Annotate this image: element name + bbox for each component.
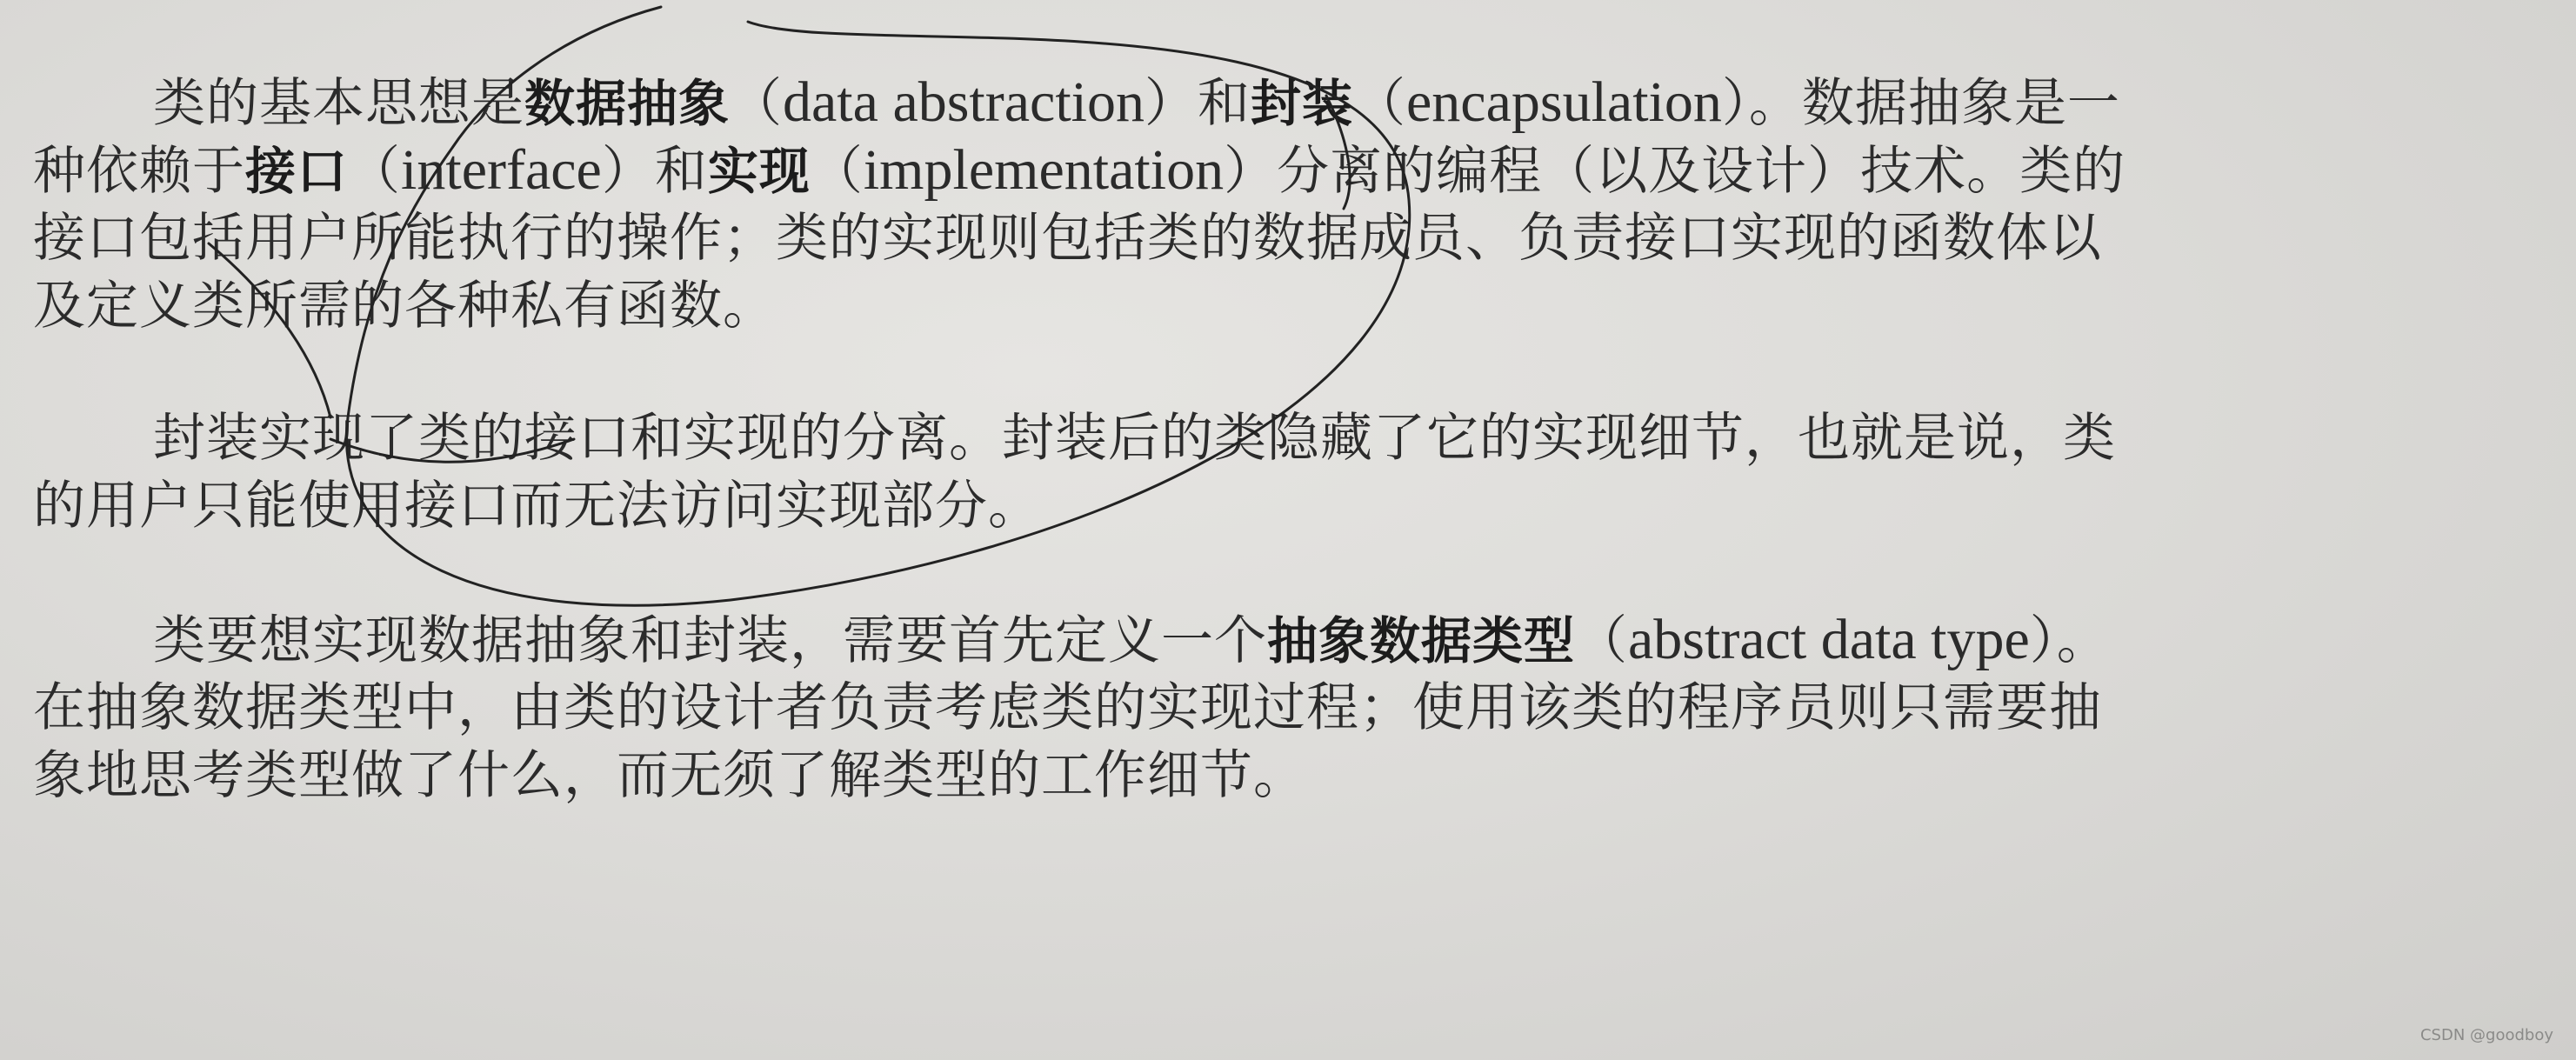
bold-term: 封装 — [1251, 74, 1354, 133]
english-term: data abstraction — [783, 70, 1145, 134]
english-term: implementation — [863, 138, 1225, 202]
bold-term: 实现 — [707, 142, 811, 201]
text-segment: 及定义类所需的各种私有函数。 — [33, 276, 776, 337]
english-term: abstract data type — [1628, 608, 2030, 671]
text-line — [33, 139, 2126, 203]
text-line — [33, 207, 2102, 270]
text-segment: ）和 — [1145, 73, 1251, 134]
text-segment: 种依赖于 — [33, 141, 245, 202]
text-line — [33, 677, 2102, 739]
text-segment: 类的基本思想是 — [153, 73, 524, 134]
text-segment: 接口包括用户所能执行的操作；类的实现则包括类的数据成员、负责接口实现的函数体以 — [33, 208, 2102, 269]
text-segment: 的用户只能使用接口而无法访问实现部分。 — [33, 476, 1041, 537]
text-segment: （ — [348, 141, 402, 202]
watermark: CSDN @goodboy — [2419, 1026, 2553, 1044]
text-line — [33, 475, 1041, 537]
text-segment: 类要想实现数据抽象和封装，需要首先定义一个 — [153, 610, 1267, 671]
text-line — [33, 744, 1306, 807]
text-segment: ）。 — [2029, 610, 2110, 671]
text-line — [153, 609, 2110, 672]
text-segment: （ — [730, 73, 784, 134]
text-segment: ）和 — [601, 141, 708, 202]
text-line — [153, 407, 2116, 470]
text-segment: （ — [810, 141, 864, 202]
english-term: interface — [401, 138, 602, 202]
english-term: encapsulation — [1406, 70, 1722, 134]
text-segment: （ — [1575, 610, 1629, 671]
text-segment: 象地思考类型做了什么，而无须了解类型的工作细节。 — [33, 745, 1306, 806]
text-line — [153, 71, 2120, 135]
bold-term: 数据抽象 — [524, 74, 731, 133]
bold-term: 抽象数据类型 — [1267, 611, 1576, 670]
text-segment: （ — [1353, 73, 1407, 134]
text-line — [33, 275, 776, 337]
text-segment: 在抽象数据类型中，由类的设计者负责考虑类的实现过程；使用该类的程序员则只需要抽 — [33, 677, 2102, 738]
text-segment: ）分离的编程（以及设计）技术。类的 — [1224, 141, 2126, 202]
text-segment: 封装实现了类的接口和实现的分离。封装后的类隐藏了它的实现细节，也就是说，类 — [153, 408, 2116, 469]
bold-term: 接口 — [245, 142, 349, 201]
text-segment: ）。数据抽象是一 — [1721, 73, 2120, 134]
